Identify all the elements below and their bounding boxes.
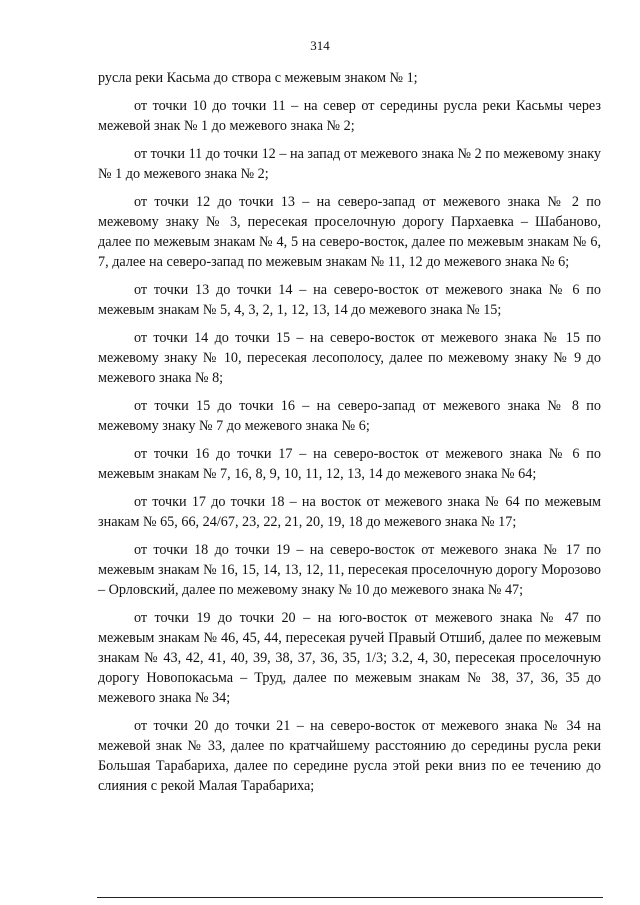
paragraph-point-10-11: от точки 10 до точки 11 – на север от середины русла реки Касьмы через межевой знак № 1 до межевого знака № 2; — [98, 98, 601, 134]
paragraph-point-14-15: от точки 14 до точки 15 – на северо-восток от межевого знака № 15 по межевому знаку № 10, пересекая лесополосу, далее по межевому знаку № 9 до межевого знака № 8; — [98, 330, 601, 386]
paragraph-point-16-17: от точки 16 до точки 17 – на северо-восток от межевого знака № 6 по межевым знакам № 7, 16, 8, 9, 10, 11, 12, 13, 14 до межевого знака № 64; — [98, 446, 601, 482]
paragraph-point-17-18: от точки 17 до точки 18 – на восток от межевого знака № 64 по межевым знакам № 65, 66, 24/67, 23, 22, 21, 20, 19, 18 до межевого знака № 17; — [98, 494, 601, 530]
page-number: 314 — [310, 38, 330, 53]
footer-divider — [97, 897, 603, 898]
paragraph-point-19-20: от точки 19 до точки 20 – на юго-восток от межевого знака № 47 по межевым знакам № 46, 45, 44, пересекая ручей Правый Отшиб, далее по межевым знакам № 43, 42, 41, 40, 39, 38, 37, 36, 35, 1/3; 3.2, 4, 30, пересекая проселочную дорогу Новопокасьма – Труд, далее по межевым знакам № 38, 37, 36, 35 до межевого знака № 34; — [98, 610, 601, 706]
paragraph-point-12-13: от точки 12 до точки 13 – на северо-запад от межевого знака № 2 по межевому знаку № 3, пересекая проселочную дорогу Пархаевка – Шабаново, далее по межевым знакам № 4, 5 на северо-восток, далее по межевым знакам № 6, 7, далее на северо-запад по межевым знакам № 11, 12 до межевого знака № 6; — [98, 194, 601, 270]
paragraph-point-13-14: от точки 13 до точки 14 – на северо-восток от межевого знака № 6 по межевым знакам № 5, 4, 3, 2, 1, 12, 13, 14 до межевого знака № 15; — [98, 282, 601, 318]
paragraph-point-20-21: от точки 20 до точки 21 – на северо-восток от межевого знака № 34 на межевой знак № 33, далее по кратчайшему расстоянию до середины русла реки Большая Тарабариха, далее по середине русла этой реки вниз по ее течению до слияния с рекой Малая Тарабариха; — [98, 718, 601, 794]
document-body — [98, 68, 601, 804]
paragraph-point-18-19: от точки 18 до точки 19 – на северо-восток от межевого знака № 17 по межевым знакам № 16, 15, 14, 13, 12, 11, пересекая проселочную дорогу Морозово – Орловский, далее по межевому знаку № 10 до межевого знака № 47; — [98, 542, 601, 598]
paragraph-point-15-16: от точки 15 до точки 16 – на северо-запад от межевого знака № 8 по межевому знаку № 7 до межевого знака № 6; — [98, 398, 601, 434]
paragraph-point-11-12: от точки 11 до точки 12 – на запад от межевого знака № 2 по межевому знаку № 1 до межевого знака № 2; — [98, 146, 601, 182]
paragraph-continuation: русла реки Касьма до створа с межевым знаком № 1; — [98, 70, 418, 86]
